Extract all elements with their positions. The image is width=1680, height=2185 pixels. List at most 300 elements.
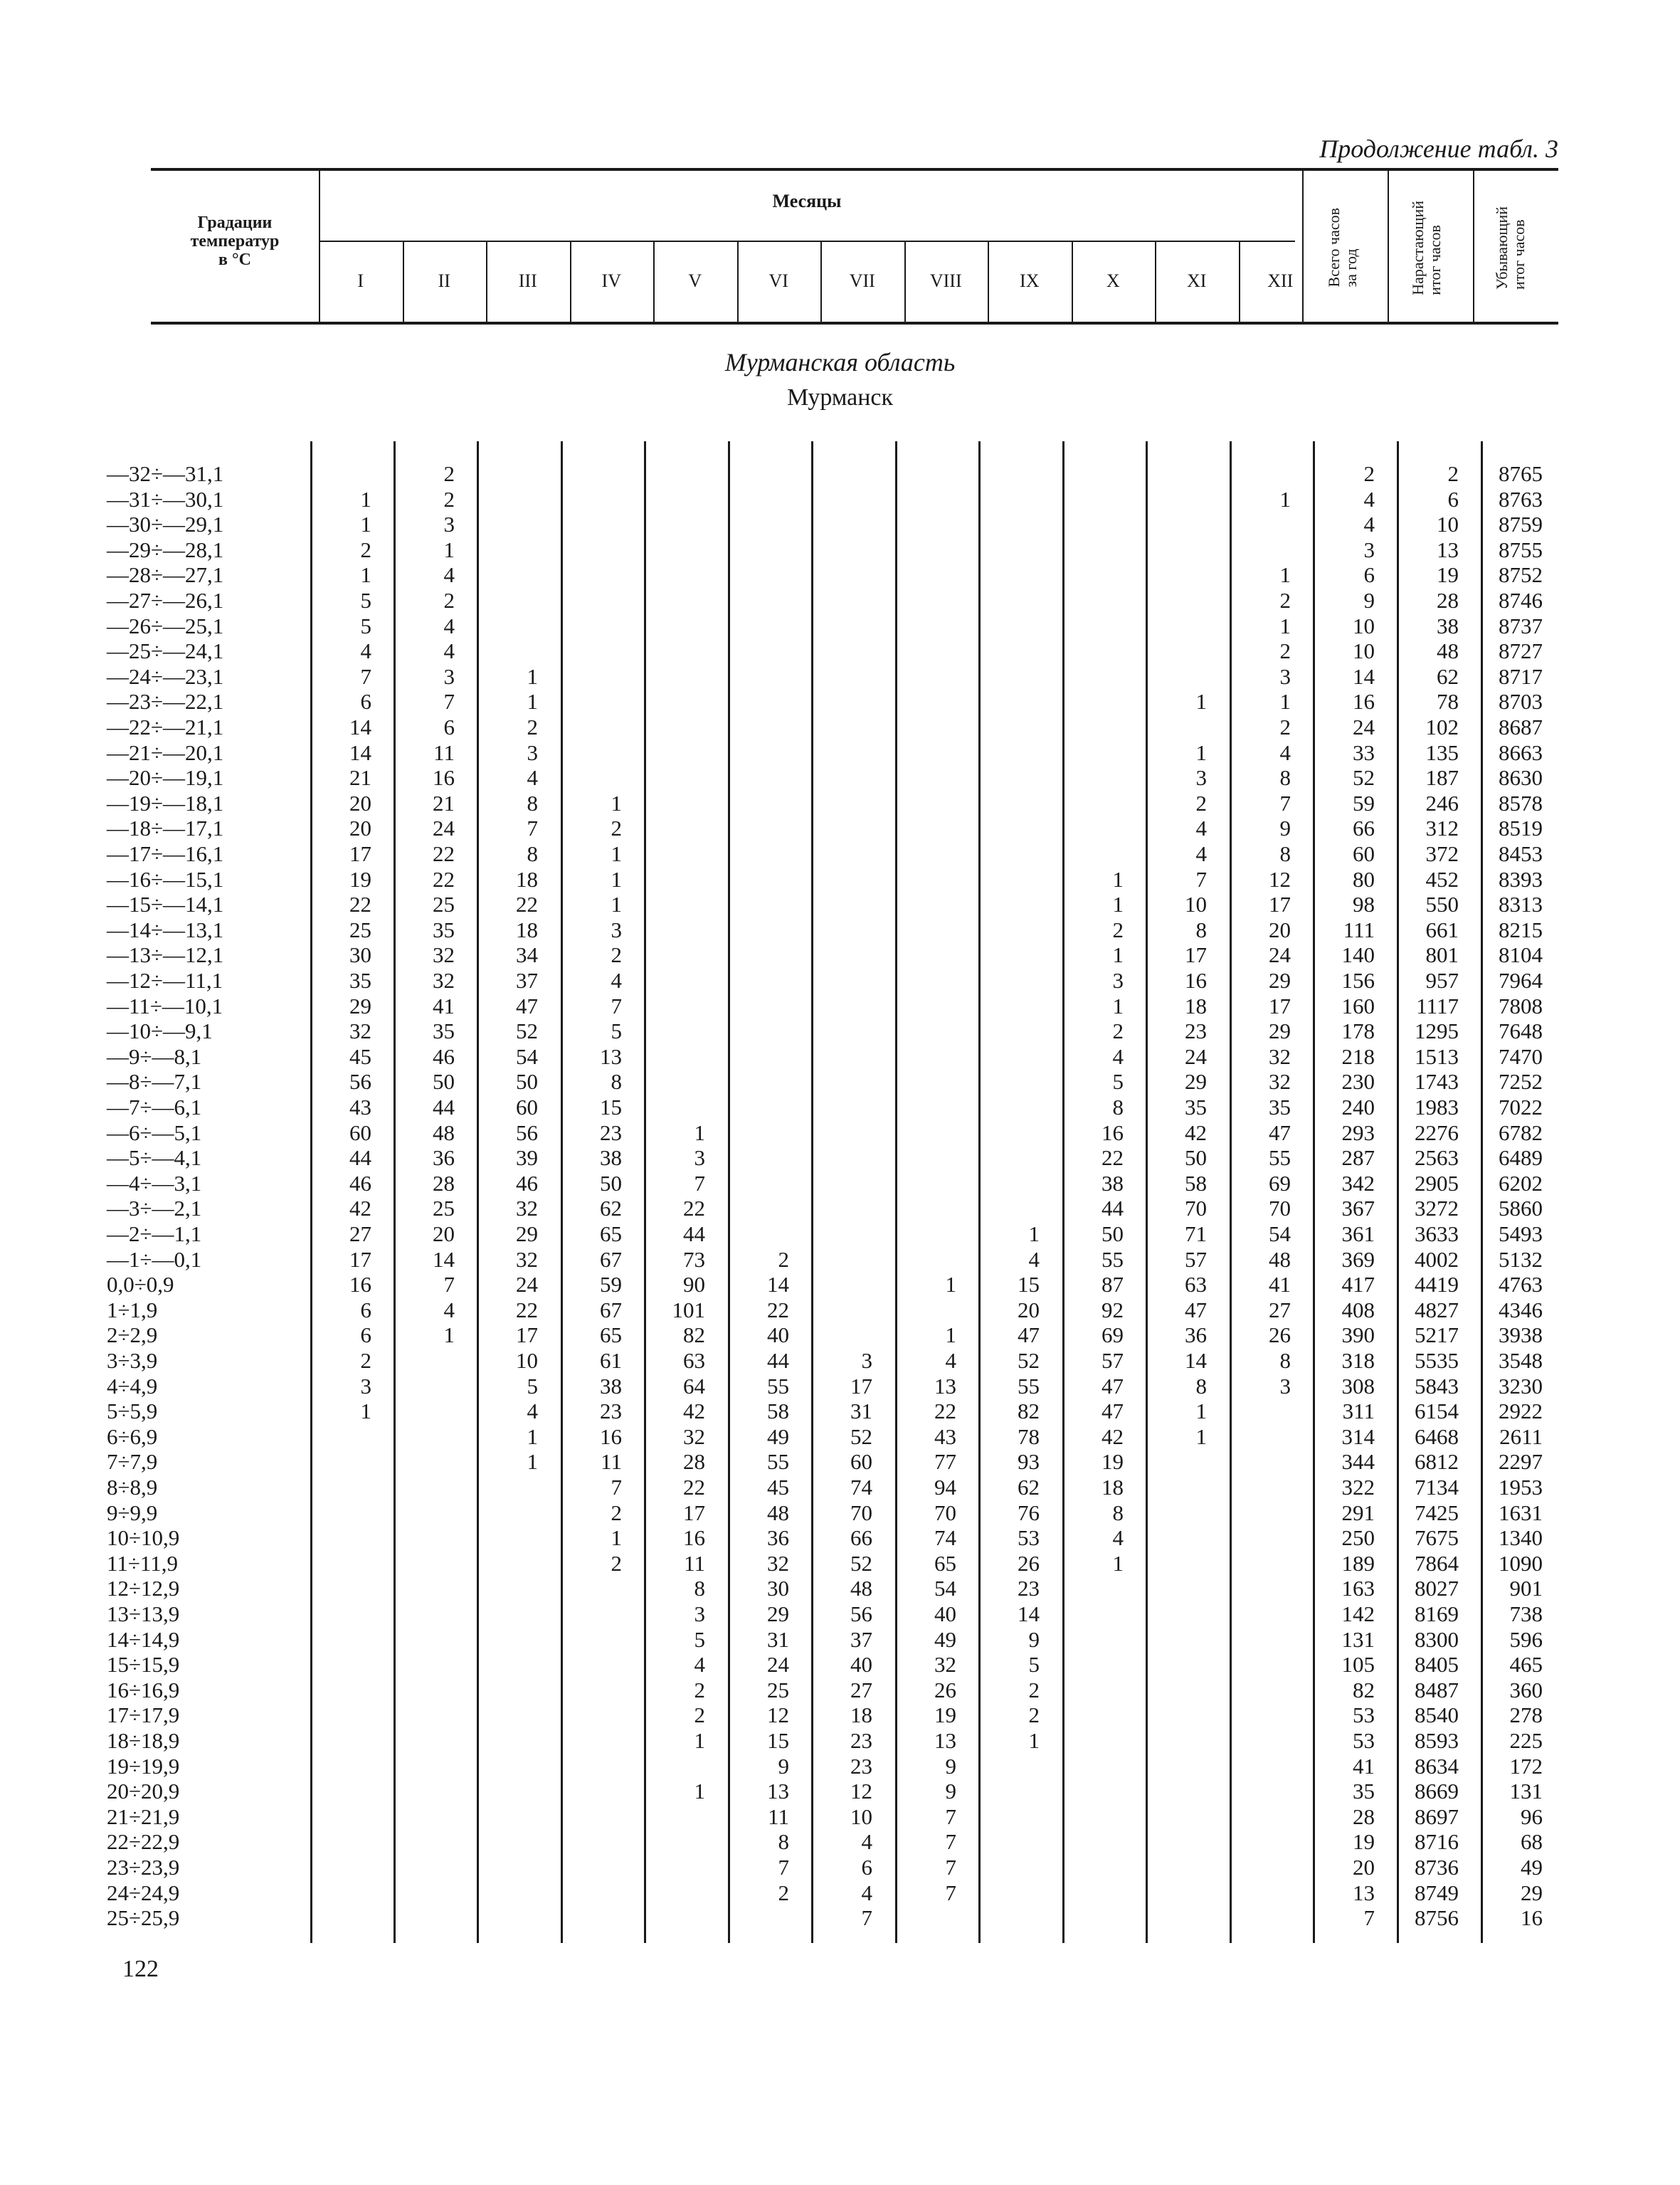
month-hours-cell: 58: [767, 1399, 789, 1424]
month-hours-cell: 70: [1185, 1196, 1207, 1221]
month-hours-cell: 18: [1185, 993, 1207, 1018]
month-hours-cell: 18: [516, 866, 538, 892]
descending-cell: 8737: [1499, 613, 1543, 638]
cumulative-cell: 801: [1425, 942, 1459, 968]
descending-cell: 8752: [1499, 562, 1543, 588]
descending-cell: 4763: [1499, 1272, 1543, 1297]
cumulative-cell: 246: [1425, 790, 1459, 816]
cumulative-cell: 7675: [1415, 1525, 1459, 1551]
month-hours-cell: 55: [1269, 1145, 1291, 1171]
month-hours-cell: 5: [360, 613, 371, 638]
month-hours-cell: 54: [934, 1576, 956, 1601]
descending-cell: 3230: [1499, 1373, 1543, 1399]
month-hours-cell: 22: [767, 1297, 789, 1322]
gradation-label: —1÷—0,1: [107, 1246, 202, 1272]
month-hours-cell: 26: [1269, 1322, 1291, 1348]
month-hours-cell: 46: [516, 1170, 538, 1196]
month-hours-cell: 34: [516, 942, 538, 968]
descending-cell: 8763: [1499, 486, 1543, 512]
month-hours-cell: 52: [516, 1018, 538, 1044]
total-hours-cell: 9: [1363, 588, 1375, 613]
month-hours-cell: 60: [516, 1095, 538, 1120]
month-hours-cell: 4: [443, 638, 455, 664]
header-descending: Убывающий итог часов: [1493, 206, 1528, 290]
month-hours-cell: 29: [516, 1221, 538, 1246]
total-hours-cell: 14: [1353, 663, 1375, 689]
table-row: [0, 1221, 1680, 1247]
month-hours-cell: 12: [767, 1702, 789, 1728]
cumulative-cell: 8749: [1415, 1880, 1459, 1905]
column-rule: [393, 441, 396, 1943]
table-row: [0, 562, 1680, 588]
month-hours-cell: 1: [527, 663, 538, 689]
month-hours-cell: 56: [516, 1120, 538, 1145]
table-row: [0, 537, 1680, 563]
month-hours-cell: 5: [611, 1018, 622, 1044]
table-row: [0, 689, 1680, 715]
cumulative-cell: 187: [1425, 765, 1459, 791]
month-hours-cell: 4: [527, 1399, 538, 1424]
month-hours-cell: 4: [443, 1297, 455, 1322]
month-hours-cell: 37: [850, 1626, 872, 1652]
month-hours-cell: 14: [349, 715, 371, 739]
month-hours-cell: 2: [694, 1677, 705, 1702]
month-hours-cell: 7: [861, 1905, 872, 1931]
month-hours-cell: 52: [850, 1423, 872, 1449]
cumulative-cell: 7425: [1415, 1500, 1459, 1525]
month-hours-cell: 60: [850, 1449, 872, 1475]
cumulative-cell: 2905: [1415, 1170, 1459, 1196]
cumulative-cell: 1117: [1416, 993, 1459, 1018]
month-hours-cell: 8: [1112, 1500, 1124, 1525]
gradation-label: —3÷—2,1: [107, 1196, 202, 1221]
month-hours-cell: 1: [611, 841, 622, 866]
month-hours-cell: 3: [611, 917, 622, 942]
table-row: [0, 588, 1680, 614]
total-hours-cell: 240: [1341, 1095, 1375, 1120]
descending-cell: 68: [1521, 1829, 1543, 1855]
month-hours-cell: 14: [433, 1246, 455, 1272]
table-row: [0, 841, 1680, 867]
cumulative-cell: 8716: [1415, 1829, 1459, 1855]
total-hours-cell: 369: [1341, 1246, 1375, 1272]
month-hours-cell: 41: [1269, 1272, 1291, 1297]
month-hours-cell: 4: [1195, 816, 1207, 841]
total-hours-cell: 80: [1353, 866, 1375, 892]
total-hours-cell: 33: [1353, 739, 1375, 765]
month-hours-cell: 1: [1112, 993, 1124, 1018]
month-hours-cell: 16: [1101, 1120, 1124, 1145]
total-hours-cell: 28: [1353, 1804, 1375, 1829]
month-hours-cell: 55: [767, 1449, 789, 1475]
month-hours-cell: 21: [349, 765, 371, 791]
gradation-label: 24÷24,9: [107, 1880, 180, 1905]
table-row: [0, 1171, 1680, 1196]
month-hours-cell: 45: [349, 1043, 371, 1069]
month-hours-cell: 2: [360, 537, 371, 562]
month-hours-cell: 14: [1185, 1348, 1207, 1373]
table-row: [0, 1855, 1680, 1880]
month-hours-cell: 30: [349, 942, 371, 968]
gradation-label: 1÷1,9: [107, 1297, 158, 1322]
total-hours-cell: 131: [1341, 1626, 1375, 1652]
cumulative-cell: 135: [1425, 739, 1459, 765]
descending-cell: 7808: [1499, 993, 1543, 1018]
gradation-label: 9÷9,9: [107, 1500, 158, 1525]
month-hours-cell: 16: [683, 1525, 705, 1551]
table-row: [0, 1297, 1680, 1323]
month-hours-cell: 22: [683, 1196, 705, 1221]
month-hours-cell: 1: [360, 1399, 371, 1424]
month-hours-cell: 25: [433, 892, 455, 917]
month-hours-cell: 23: [850, 1753, 872, 1779]
month-hours-cell: 69: [1101, 1322, 1124, 1348]
cumulative-cell: 957: [1425, 968, 1459, 993]
month-hours-cell: 7: [611, 993, 622, 1018]
month-hours-cell: 16: [1185, 968, 1207, 993]
month-hours-cell: 59: [600, 1272, 622, 1297]
month-hours-cell: 15: [767, 1728, 789, 1753]
gradation-label: 2÷2,9: [107, 1322, 158, 1348]
month-hours-cell: 32: [433, 942, 455, 968]
header-column-divider: [1302, 171, 1304, 322]
month-hours-cell: 4: [443, 613, 455, 638]
cumulative-cell: 7864: [1415, 1550, 1459, 1576]
descending-cell: 8393: [1499, 866, 1543, 892]
month-hours-cell: 5: [1112, 1069, 1124, 1095]
month-hours-cell: 27: [349, 1221, 371, 1246]
total-hours-cell: 140: [1341, 942, 1375, 968]
table-row: [0, 1880, 1680, 1906]
month-hours-cell: 35: [349, 968, 371, 993]
cumulative-cell: 28: [1437, 588, 1459, 613]
month-hours-cell: 2: [778, 1880, 789, 1905]
month-hours-cell: 76: [1018, 1500, 1040, 1525]
gradation-label: —2÷—1,1: [107, 1221, 202, 1246]
month-hours-cell: 1: [360, 486, 371, 512]
gradation-label: 16÷16,9: [107, 1677, 180, 1702]
month-hours-cell: 27: [850, 1677, 872, 1702]
table-row: [0, 1120, 1680, 1146]
month-hours-cell: 1: [611, 790, 622, 816]
month-hours-cell: 2: [611, 1500, 622, 1525]
gradation-label: 14÷14,9: [107, 1626, 180, 1652]
gradation-label: —23÷—22,1: [107, 689, 224, 715]
month-hours-cell: 32: [433, 968, 455, 993]
total-hours-cell: 291: [1341, 1500, 1375, 1525]
month-hours-cell: 50: [1185, 1145, 1207, 1171]
table-row: [0, 1424, 1680, 1450]
month-label: VIII: [929, 270, 962, 291]
month-hours-cell: 35: [1185, 1095, 1207, 1120]
cumulative-cell: 5535: [1415, 1348, 1459, 1373]
cumulative-cell: 8487: [1415, 1677, 1459, 1702]
month-hours-cell: 4: [1112, 1525, 1124, 1551]
month-hours-cell: 22: [349, 892, 371, 917]
month-hours-cell: 1: [1028, 1221, 1040, 1246]
month-hours-cell: 62: [1018, 1475, 1040, 1500]
gradation-label: —14÷—13,1: [107, 917, 224, 942]
month-hours-cell: 28: [433, 1170, 455, 1196]
total-hours-cell: 60: [1353, 841, 1375, 866]
month-hours-cell: 7: [1195, 866, 1207, 892]
gradation-label: —29÷—28,1: [107, 537, 224, 562]
month-hours-cell: 38: [600, 1145, 622, 1171]
gradation-label: —4÷—3,1: [107, 1170, 202, 1196]
month-hours-cell: 2: [1279, 638, 1291, 664]
month-hours-cell: 4: [443, 562, 455, 588]
column-rule: [477, 441, 479, 1943]
month-hours-cell: 42: [349, 1196, 371, 1221]
month-hours-cell: 13: [600, 1043, 622, 1069]
column-rule: [811, 441, 813, 1943]
month-hours-cell: 1: [694, 1728, 705, 1753]
gradation-label: —22÷—21,1: [107, 715, 224, 739]
month-hours-cell: 32: [934, 1652, 956, 1678]
month-hours-cell: 82: [683, 1322, 705, 1348]
gradation-label: 8÷8,9: [107, 1475, 158, 1500]
month-hours-cell: 29: [349, 993, 371, 1018]
month-hours-cell: 6: [360, 1322, 371, 1348]
month-hours-cell: 24: [767, 1652, 789, 1678]
total-hours-cell: 52: [1353, 765, 1375, 791]
cumulative-cell: 10: [1437, 512, 1459, 537]
total-hours-cell: 160: [1341, 993, 1375, 1018]
month-hours-cell: 74: [934, 1525, 956, 1551]
month-hours-cell: 61: [600, 1348, 622, 1373]
month-hours-cell: 54: [516, 1043, 538, 1069]
cumulative-cell: 5843: [1415, 1373, 1459, 1399]
total-hours-cell: 66: [1353, 816, 1375, 841]
descending-cell: 3938: [1499, 1322, 1543, 1348]
table-row: [0, 994, 1680, 1019]
month-hours-cell: 28: [683, 1449, 705, 1475]
month-hours-cell: 3: [443, 512, 455, 537]
month-hours-cell: 9: [945, 1753, 956, 1779]
month-hours-cell: 25: [433, 1196, 455, 1221]
month-hours-cell: 58: [1185, 1170, 1207, 1196]
total-hours-cell: 287: [1341, 1145, 1375, 1171]
descending-cell: 5493: [1499, 1221, 1543, 1246]
month-label: IV: [601, 270, 621, 291]
month-hours-cell: 6: [443, 715, 455, 739]
table-row: [0, 1272, 1680, 1297]
month-hours-cell: 1: [360, 512, 371, 537]
descending-cell: 8104: [1499, 942, 1543, 968]
month-hours-cell: 69: [1269, 1170, 1291, 1196]
month-hours-cell: 4: [611, 968, 622, 993]
month-label: IX: [1020, 270, 1040, 291]
month-hours-cell: 55: [1018, 1373, 1040, 1399]
gradation-label: 3÷3,9: [107, 1348, 158, 1373]
gradation-label: —8÷—7,1: [107, 1069, 202, 1095]
month-hours-cell: 7: [778, 1855, 789, 1880]
gradation-label: 12÷12,9: [107, 1576, 180, 1601]
month-hours-cell: 70: [1269, 1196, 1291, 1221]
gradation-label: —25÷—24,1: [107, 638, 224, 664]
total-hours-cell: 163: [1341, 1576, 1375, 1601]
cumulative-cell: 6154: [1415, 1399, 1459, 1424]
descending-cell: 2611: [1499, 1423, 1543, 1449]
month-hours-cell: 14: [1018, 1601, 1040, 1626]
month-hours-cell: 1: [1279, 562, 1291, 588]
column-rule: [728, 441, 730, 1943]
descending-cell: 8746: [1499, 588, 1543, 613]
descending-cell: 465: [1509, 1652, 1543, 1678]
cumulative-cell: 550: [1425, 892, 1459, 917]
month-hours-cell: 13: [934, 1728, 956, 1753]
month-hours-cell: 1: [611, 892, 622, 917]
month-hours-cell: 54: [1269, 1221, 1291, 1246]
month-hours-cell: 4: [945, 1348, 956, 1373]
month-hours-cell: 20: [433, 1221, 455, 1246]
descending-cell: 2297: [1499, 1449, 1543, 1475]
month-hours-cell: 23: [600, 1120, 622, 1145]
month-hours-cell: 2: [694, 1702, 705, 1728]
month-hours-cell: 2: [1028, 1702, 1040, 1728]
month-label: XII: [1267, 270, 1294, 291]
month-hours-cell: 56: [349, 1069, 371, 1095]
header-bottom-rule: [151, 322, 1558, 325]
month-hours-cell: 4: [360, 638, 371, 664]
cumulative-cell: 372: [1425, 841, 1459, 866]
descending-cell: 5860: [1499, 1196, 1543, 1221]
month-hours-cell: 2: [611, 816, 622, 841]
month-hours-cell: 9: [1028, 1626, 1040, 1652]
month-hours-cell: 37: [516, 968, 538, 993]
month-hours-cell: 48: [767, 1500, 789, 1525]
column-rule: [561, 441, 563, 1943]
month-hours-cell: 15: [1018, 1272, 1040, 1297]
month-hours-cell: 36: [767, 1525, 789, 1551]
table-row: [0, 1247, 1680, 1273]
month-hours-cell: 14: [767, 1272, 789, 1297]
total-hours-cell: 178: [1341, 1018, 1375, 1044]
descending-cell: 596: [1509, 1626, 1543, 1652]
descending-cell: 4346: [1499, 1297, 1543, 1322]
month-hours-cell: 73: [683, 1246, 705, 1272]
month-hours-cell: 57: [1101, 1348, 1124, 1373]
table-row: [0, 1779, 1680, 1804]
month-hours-cell: 29: [1269, 1018, 1291, 1044]
month-hours-cell: 24: [516, 1272, 538, 1297]
month-label: VI: [768, 270, 788, 291]
descending-cell: 8578: [1499, 790, 1543, 816]
total-hours-cell: 4: [1363, 512, 1375, 537]
total-hours-cell: 344: [1341, 1449, 1375, 1475]
gradation-label: —13÷—12,1: [107, 942, 224, 968]
month-hours-cell: 8: [1195, 917, 1207, 942]
table-row: [0, 1829, 1680, 1855]
month-label: II: [438, 270, 450, 291]
month-hours-cell: 11: [768, 1804, 789, 1829]
table-row: [0, 1399, 1680, 1424]
month-hours-cell: 87: [1101, 1272, 1124, 1297]
month-hours-cell: 17: [1185, 942, 1207, 968]
descending-cell: 901: [1509, 1576, 1543, 1601]
gradation-label: —31÷—30,1: [107, 486, 224, 512]
month-hours-cell: 2: [1279, 588, 1291, 613]
month-hours-cell: 70: [934, 1500, 956, 1525]
column-rule: [1062, 441, 1064, 1943]
cumulative-cell: 6: [1447, 486, 1459, 512]
month-hours-cell: 1: [611, 866, 622, 892]
month-hours-cell: 7: [945, 1880, 956, 1905]
total-hours-cell: 20: [1353, 1855, 1375, 1880]
month-hours-cell: 1: [611, 1525, 622, 1551]
month-hours-cell: 12: [1269, 866, 1291, 892]
table-row: [0, 512, 1680, 537]
month-hours-cell: 40: [850, 1652, 872, 1678]
gradation-label: —26÷—25,1: [107, 613, 224, 638]
total-hours-cell: 311: [1342, 1399, 1375, 1424]
cumulative-cell: 8634: [1415, 1753, 1459, 1779]
month-hours-cell: 7: [945, 1829, 956, 1855]
month-hours-cell: 32: [683, 1423, 705, 1449]
cumulative-cell: 8697: [1415, 1804, 1459, 1829]
month-hours-cell: 22: [433, 841, 455, 866]
cumulative-cell: 8540: [1415, 1702, 1459, 1728]
month-hours-cell: 42: [1101, 1423, 1124, 1449]
month-hours-cell: 23: [1185, 1018, 1207, 1044]
month-hours-cell: 23: [850, 1728, 872, 1753]
month-hours-cell: 2: [1195, 790, 1207, 816]
month-hours-cell: 44: [349, 1145, 371, 1171]
total-hours-cell: 390: [1341, 1322, 1375, 1348]
month-hours-cell: 3: [360, 1373, 371, 1399]
descending-cell: 7964: [1499, 968, 1543, 993]
month-hours-cell: 1: [1279, 486, 1291, 512]
total-hours-cell: 408: [1341, 1297, 1375, 1322]
month-hours-cell: 93: [1018, 1449, 1040, 1475]
month-hours-cell: 32: [1269, 1069, 1291, 1095]
month-label: V: [688, 270, 702, 291]
month-hours-cell: 1: [1112, 892, 1124, 917]
month-hours-cell: 2: [527, 715, 538, 739]
descending-cell: 278: [1509, 1702, 1543, 1728]
table-row: [0, 1601, 1680, 1627]
month-hours-cell: 6: [360, 689, 371, 715]
month-hours-cell: 20: [1269, 917, 1291, 942]
total-hours-cell: 142: [1341, 1601, 1375, 1626]
table-row: [0, 740, 1680, 766]
month-hours-cell: 15: [600, 1095, 622, 1120]
cumulative-cell: 661: [1425, 917, 1459, 942]
month-hours-cell: 4: [694, 1652, 705, 1678]
month-hours-cell: 44: [433, 1095, 455, 1120]
table-row: [0, 1348, 1680, 1374]
month-hours-cell: 16: [600, 1423, 622, 1449]
month-hours-cell: 1: [945, 1272, 956, 1297]
descending-cell: 225: [1509, 1728, 1543, 1753]
month-hours-cell: 1: [1195, 1423, 1207, 1449]
month-hours-cell: 3: [443, 663, 455, 689]
table-row: [0, 1475, 1680, 1500]
total-hours-cell: 367: [1341, 1196, 1375, 1221]
descending-cell: 8313: [1499, 892, 1543, 917]
month-hours-cell: 24: [1185, 1043, 1207, 1069]
descending-cell: 1340: [1499, 1525, 1543, 1551]
cumulative-cell: 6812: [1415, 1449, 1459, 1475]
month-hours-cell: 55: [767, 1373, 789, 1399]
month-hours-cell: 25: [349, 917, 371, 942]
month-hours-cell: 18: [516, 917, 538, 942]
descending-cell: 1090: [1499, 1550, 1543, 1576]
table-row: [0, 715, 1680, 740]
column-rule: [895, 441, 897, 1943]
total-hours-cell: 105: [1341, 1652, 1375, 1678]
descending-cell: 16: [1521, 1905, 1543, 1931]
